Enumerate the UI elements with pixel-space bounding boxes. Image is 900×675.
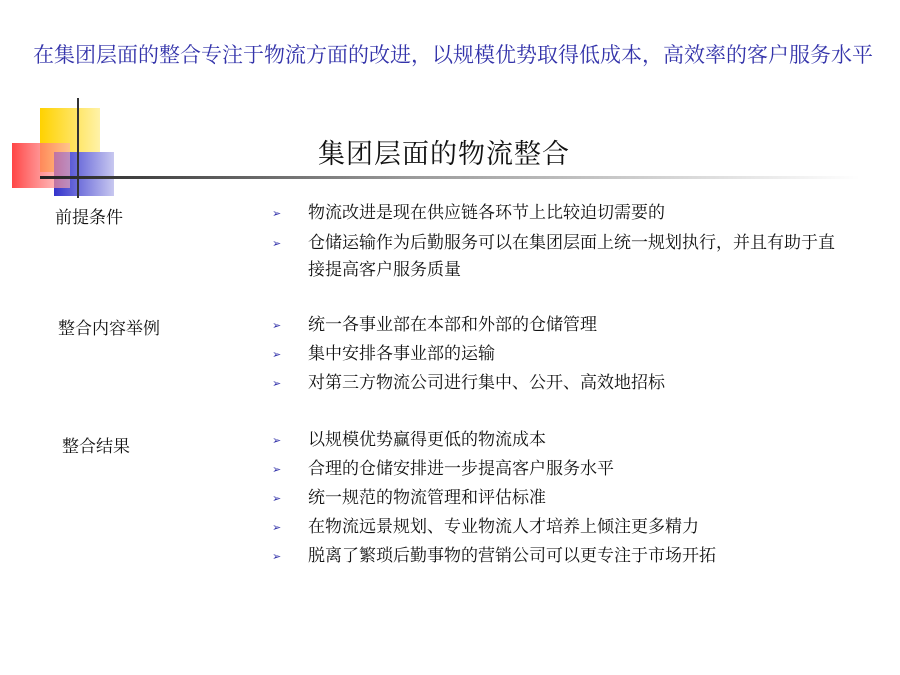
list-item: [270, 484, 848, 513]
section-label: 前提条件: [55, 208, 123, 228]
list-item: [270, 369, 848, 398]
section-label: 整合结果: [62, 437, 130, 457]
arrow-bullet-icon: [272, 426, 281, 455]
arrow-bullet-icon: [272, 542, 281, 571]
arrow-bullet-icon: [272, 311, 281, 340]
deco-yellow-square: [40, 108, 100, 172]
list-item: [270, 426, 848, 455]
arrow-bullet-icon: [272, 513, 281, 542]
list-item: [270, 311, 848, 340]
list-item-text: 集中安排各事业部的运输: [308, 344, 495, 364]
list-item-text: 合理的仓储安排进一步提高客户服务水平: [308, 459, 614, 479]
list-item-text: 仓储运输作为后勤服务可以在集团层面上统一规划执行，并且有助于直接提高客户服务质量: [308, 233, 835, 280]
arrow-bullet-icon: [272, 484, 281, 513]
list-item: [270, 513, 848, 542]
arrow-bullet-icon: [272, 369, 281, 398]
title-underline: [40, 176, 860, 179]
deco-red-square: [12, 143, 70, 188]
decorative-logo: [0, 0, 900, 210]
arrow-bullet-icon: [272, 340, 281, 369]
list-item-text: 脱离了繁琐后勤事物的营销公司可以更专注于市场开拓: [308, 546, 716, 566]
list-item-text: 统一规范的物流管理和评估标准: [308, 488, 546, 508]
arrow-bullet-icon: [272, 200, 281, 227]
list-item: [270, 455, 848, 484]
list-item-text: 对第三方物流公司进行集中、公开、高效地招标: [308, 373, 665, 393]
list-item: [270, 230, 848, 284]
list-item: [270, 200, 848, 227]
list-item-text: 统一各事业部在本部和外部的仓储管理: [308, 315, 597, 335]
bullet-list: [270, 426, 848, 571]
slide-headline: 在集团层面的整合专注于物流方面的改进，以规模优势取得低成本，高效率的客户服务水平: [33, 43, 873, 67]
section-label: 整合内容举例: [58, 319, 160, 339]
list-item-text: 物流改进是现在供应链各环节上比较迫切需要的: [308, 203, 665, 223]
bullet-list: [270, 200, 848, 284]
arrow-bullet-icon: [272, 230, 281, 257]
list-item-text: 以规模优势赢得更低的物流成本: [308, 430, 546, 450]
list-item: [270, 340, 848, 369]
arrow-bullet-icon: [272, 455, 281, 484]
bullet-list: [270, 311, 848, 398]
list-item: [270, 542, 848, 571]
slide-title: 集团层面的物流整合: [318, 139, 570, 170]
list-item-text: 在物流远景规划、专业物流人才培养上倾注更多精力: [308, 517, 699, 537]
deco-blue-square: [54, 152, 114, 196]
